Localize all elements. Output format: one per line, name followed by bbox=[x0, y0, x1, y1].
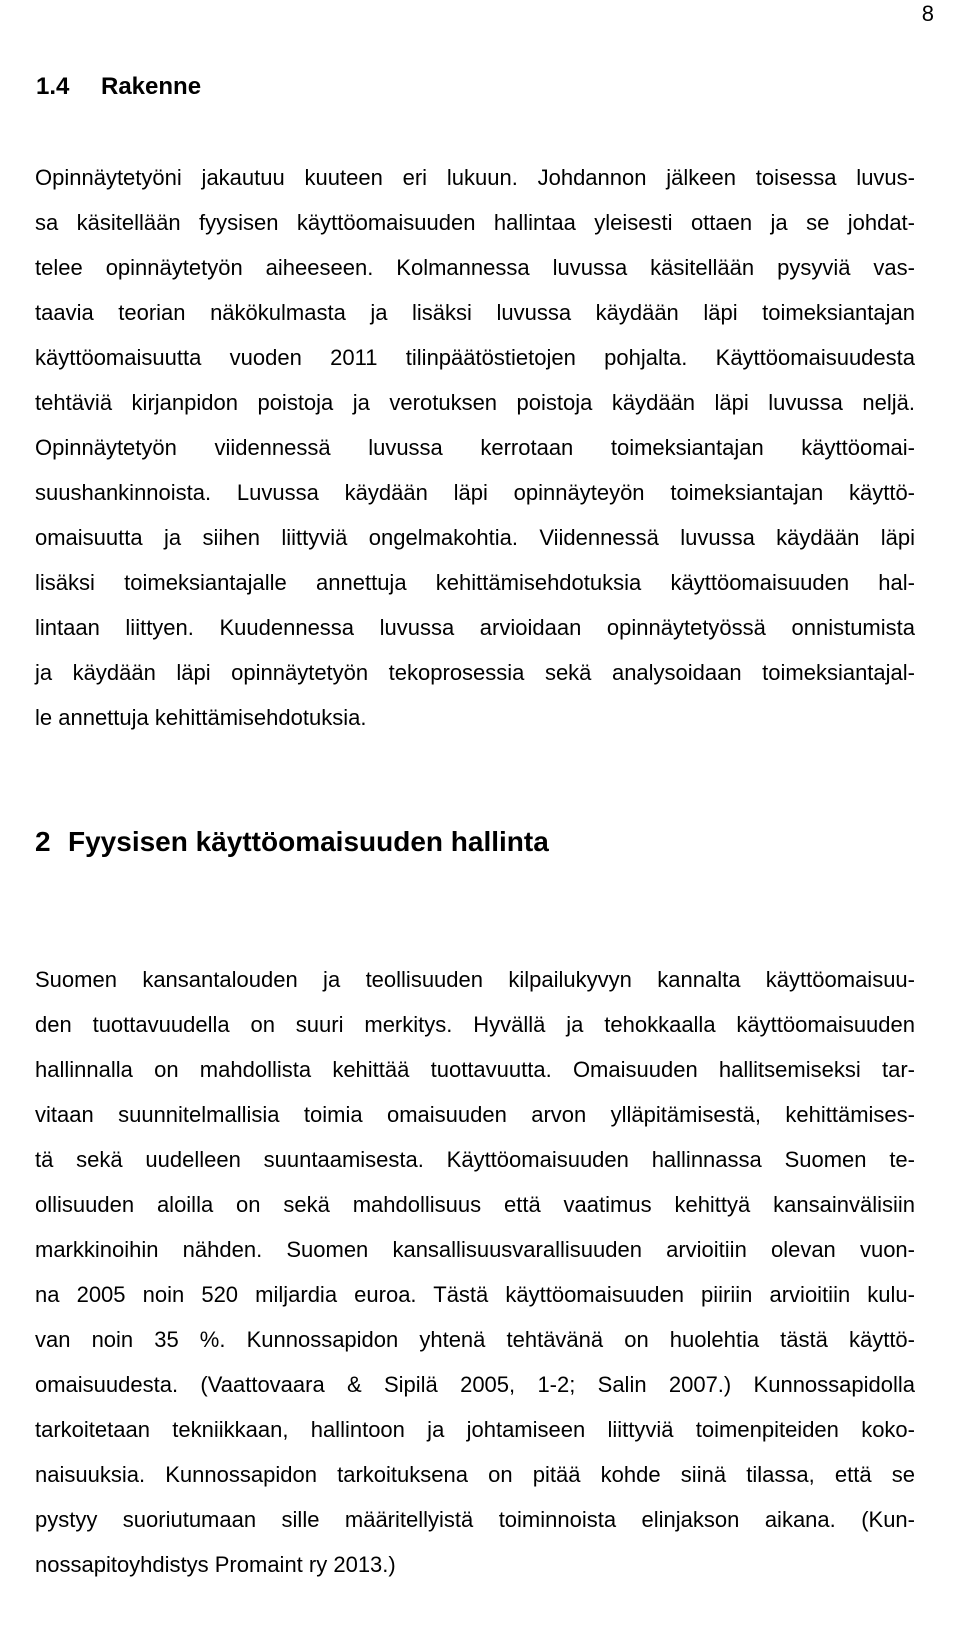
section-heading bbox=[36, 71, 201, 103]
text-line: omaisuutta ja siihen liittyviä ongelmakohtia. Viidennessä luvussa käydään läpi bbox=[35, 525, 915, 550]
text-line: tä sekä uudelleen suuntaamisesta. Käyttöomaisuuden hallinnassa Suomen te- bbox=[35, 1147, 915, 1172]
text-line: käyttöomaisuutta vuoden 2011 tilinpäätöstietojen pohjalta. Käyttöomaisuudesta bbox=[35, 345, 915, 370]
section-number: 1.4 bbox=[36, 73, 70, 100]
chapter-heading bbox=[35, 823, 549, 861]
text-line: le annettuja kehittämisehdotuksia. bbox=[35, 705, 367, 730]
chapter-title: Fyysisen käyttöomaisuuden hallinta bbox=[68, 826, 549, 857]
text-line: tehtäviä kirjanpidon poistoja ja verotuksen poistoja käydään läpi luvussa neljä. bbox=[35, 390, 915, 415]
paragraph-asset-management bbox=[35, 957, 915, 1587]
text-line: nossapitoyhdistys Promaint ry 2013.) bbox=[35, 1552, 396, 1577]
text-line: taavia teorian näkökulmasta ja lisäksi luvussa käydään läpi toimeksiantajan bbox=[35, 300, 915, 325]
text-line: tarkoitetaan tekniikkaan, hallintoon ja johtamiseen liittyviä toimenpiteiden koko- bbox=[35, 1417, 915, 1442]
text-line: lisäksi toimeksiantajalle annettuja kehittämisehdotuksia käyttöomaisuuden hal- bbox=[35, 570, 915, 595]
text-line: naisuuksia. Kunnossapidon tarkoituksena on pitää kohde siinä tilassa, että se bbox=[35, 1462, 915, 1487]
section-title: Rakenne bbox=[101, 73, 202, 100]
text-line: ollisuuden aloilla on sekä mahdollisuus että vaatimus kehittyä kansainvälisiin bbox=[35, 1192, 915, 1217]
text-line: na 2005 noin 520 miljardia euroa. Tästä käyttöomaisuuden piiriin arvioitiin kulu- bbox=[35, 1282, 915, 1307]
text-line: sa käsitellään fyysisen käyttöomaisuuden hallintaa yleisesti ottaen ja se johdat- bbox=[35, 210, 915, 235]
text-line: Opinnäytetyöni jakautuu kuuteen eri lukuun. Johdannon jälkeen toisessa luvus- bbox=[35, 165, 915, 190]
text-line: telee opinnäytetyön aiheeseen. Kolmannessa luvussa käsitellään pysyviä vas- bbox=[35, 255, 915, 280]
text-line: Suomen kansantalouden ja teollisuuden kilpailukyvyn kannalta käyttöomaisuu- bbox=[35, 967, 915, 992]
text-line: vitaan suunnitelmallisia toimia omaisuuden arvon ylläpitämisestä, kehittämises- bbox=[35, 1102, 915, 1127]
text-line: Opinnäytetyön viidennessä luvussa kerrotaan toimeksiantajan käyttöomai- bbox=[35, 435, 915, 460]
text-line: pystyy suoriutumaan sille määritellyistä toiminnoista elinjakson aikana. (Kun- bbox=[35, 1507, 915, 1532]
chapter-number: 2 bbox=[35, 826, 51, 857]
text-line: ja käydään läpi opinnäytetyön tekoprosessia sekä analysoidaan toimeksiantajal- bbox=[35, 660, 915, 685]
text-line: omaisuudesta. (Vaattovaara & Sipilä 2005, 1-2; Salin 2007.) Kunnossapidolla bbox=[35, 1372, 915, 1397]
text-line: suushankinnoista. Luvussa käydään läpi opinnäyteyön toimeksiantajan käyttö- bbox=[35, 480, 915, 505]
page-number: 8 bbox=[921, 1, 934, 26]
text-line: markkinoihin nähden. Suomen kansallisuusvarallisuuden arvioitiin olevan vuon- bbox=[35, 1237, 915, 1262]
text-line: lintaan liittyen. Kuudennessa luvussa arvioidaan opinnäytetyössä onnistumista bbox=[35, 615, 915, 640]
text-line: van noin 35 %. Kunnossapidon yhtenä tehtävänä on huolehtia tästä käyttö- bbox=[35, 1327, 915, 1352]
paragraph-structure bbox=[35, 155, 915, 740]
text-line: hallinnalla on mahdollista kehittää tuottavuutta. Omaisuuden hallitsemiseksi tar- bbox=[35, 1057, 915, 1082]
text-line: den tuottavuudella on suuri merkitys. Hyvällä ja tehokkaalla käyttöomaisuuden bbox=[35, 1012, 915, 1037]
